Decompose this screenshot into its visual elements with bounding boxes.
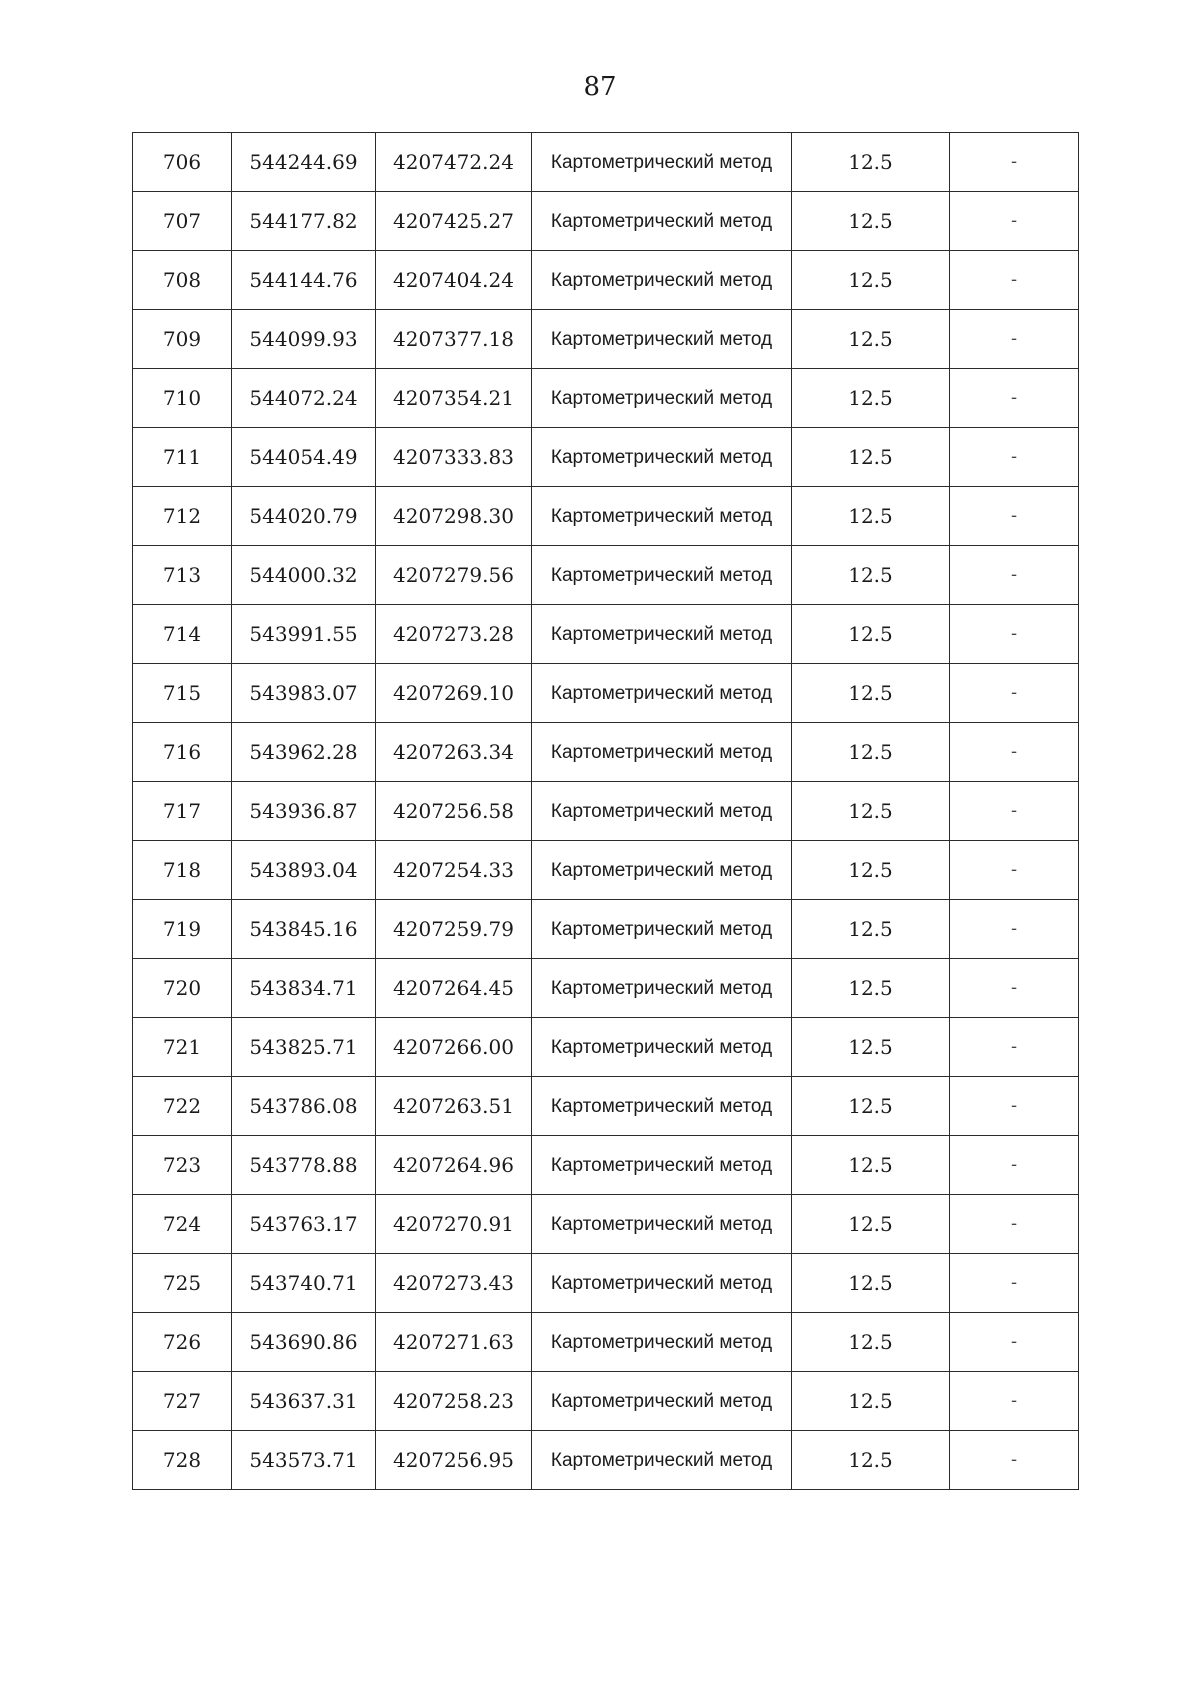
note-cell: - [950, 546, 1079, 605]
table-row [133, 1077, 1079, 1136]
accuracy-cell: 12.5 [792, 192, 950, 251]
accuracy-cell: 12.5 [792, 310, 950, 369]
table-row [133, 664, 1079, 723]
accuracy-cell: 12.5 [792, 1372, 950, 1431]
point-number-cell: 714 [133, 605, 232, 664]
point-number-cell: 711 [133, 428, 232, 487]
method-cell: Картометрический метод [532, 900, 792, 959]
x-coordinate-cell: 543991.55 [232, 605, 376, 664]
y-coordinate-cell: 4207472.24 [376, 133, 532, 192]
y-coordinate-cell: 4207279.56 [376, 546, 532, 605]
x-coordinate-cell: 544144.76 [232, 251, 376, 310]
point-number-cell: 720 [133, 959, 232, 1018]
y-coordinate-cell: 4207256.58 [376, 782, 532, 841]
method-cell: Картометрический метод [532, 1195, 792, 1254]
point-number-cell: 717 [133, 782, 232, 841]
y-coordinate-cell: 4207263.34 [376, 723, 532, 782]
x-coordinate-cell: 544054.49 [232, 428, 376, 487]
x-coordinate-cell: 543936.87 [232, 782, 376, 841]
accuracy-cell: 12.5 [792, 841, 950, 900]
table-row [133, 605, 1079, 664]
point-number-cell: 712 [133, 487, 232, 546]
y-coordinate-cell: 4207425.27 [376, 192, 532, 251]
table-row [133, 1195, 1079, 1254]
note-cell: - [950, 487, 1079, 546]
x-coordinate-cell: 543893.04 [232, 841, 376, 900]
method-cell: Картометрический метод [532, 723, 792, 782]
method-cell: Картометрический метод [532, 251, 792, 310]
accuracy-cell: 12.5 [792, 369, 950, 428]
point-number-cell: 716 [133, 723, 232, 782]
x-coordinate-cell: 543740.71 [232, 1254, 376, 1313]
note-cell: - [950, 1254, 1079, 1313]
table-row [133, 310, 1079, 369]
table-row [133, 1254, 1079, 1313]
point-number-cell: 707 [133, 192, 232, 251]
accuracy-cell: 12.5 [792, 487, 950, 546]
note-cell: - [950, 900, 1079, 959]
x-coordinate-cell: 544244.69 [232, 133, 376, 192]
y-coordinate-cell: 4207270.91 [376, 1195, 532, 1254]
method-cell: Картометрический метод [532, 1136, 792, 1195]
note-cell: - [950, 782, 1079, 841]
x-coordinate-cell: 544000.32 [232, 546, 376, 605]
y-coordinate-cell: 4207264.96 [376, 1136, 532, 1195]
accuracy-cell: 12.5 [792, 133, 950, 192]
y-coordinate-cell: 4207269.10 [376, 664, 532, 723]
accuracy-cell: 12.5 [792, 251, 950, 310]
method-cell: Картометрический метод [532, 487, 792, 546]
method-cell: Картометрический метод [532, 1254, 792, 1313]
accuracy-cell: 12.5 [792, 1136, 950, 1195]
y-coordinate-cell: 4207298.30 [376, 487, 532, 546]
accuracy-cell: 12.5 [792, 723, 950, 782]
table-row [133, 1313, 1079, 1372]
x-coordinate-cell: 544177.82 [232, 192, 376, 251]
table-row [133, 1431, 1079, 1490]
accuracy-cell: 12.5 [792, 1254, 950, 1313]
note-cell: - [950, 959, 1079, 1018]
y-coordinate-cell: 4207333.83 [376, 428, 532, 487]
x-coordinate-cell: 543763.17 [232, 1195, 376, 1254]
method-cell: Картометрический метод [532, 192, 792, 251]
note-cell: - [950, 251, 1079, 310]
x-coordinate-cell: 544072.24 [232, 369, 376, 428]
method-cell: Картометрический метод [532, 1431, 792, 1490]
point-number-cell: 725 [133, 1254, 232, 1313]
point-number-cell: 721 [133, 1018, 232, 1077]
y-coordinate-cell: 4207266.00 [376, 1018, 532, 1077]
point-number-cell: 710 [133, 369, 232, 428]
x-coordinate-cell: 544020.79 [232, 487, 376, 546]
note-cell: - [950, 369, 1079, 428]
accuracy-cell: 12.5 [792, 1077, 950, 1136]
accuracy-cell: 12.5 [792, 1431, 950, 1490]
table-row [133, 1372, 1079, 1431]
y-coordinate-cell: 4207273.43 [376, 1254, 532, 1313]
note-cell: - [950, 1195, 1079, 1254]
accuracy-cell: 12.5 [792, 782, 950, 841]
table-row [133, 192, 1079, 251]
table-row [133, 369, 1079, 428]
point-number-cell: 727 [133, 1372, 232, 1431]
table-row [133, 487, 1079, 546]
table-row [133, 251, 1079, 310]
coordinates-table [132, 132, 1079, 1490]
x-coordinate-cell: 543637.31 [232, 1372, 376, 1431]
note-cell: - [950, 1372, 1079, 1431]
x-coordinate-cell: 543573.71 [232, 1431, 376, 1490]
note-cell: - [950, 428, 1079, 487]
x-coordinate-cell: 543962.28 [232, 723, 376, 782]
method-cell: Картометрический метод [532, 1313, 792, 1372]
note-cell: - [950, 133, 1079, 192]
table-row [133, 428, 1079, 487]
method-cell: Картометрический метод [532, 605, 792, 664]
table-row [133, 546, 1079, 605]
point-number-cell: 728 [133, 1431, 232, 1490]
method-cell: Картометрический метод [532, 1372, 792, 1431]
x-coordinate-cell: 543825.71 [232, 1018, 376, 1077]
accuracy-cell: 12.5 [792, 1018, 950, 1077]
method-cell: Картометрический метод [532, 1077, 792, 1136]
method-cell: Картометрический метод [532, 841, 792, 900]
point-number-cell: 724 [133, 1195, 232, 1254]
method-cell: Картометрический метод [532, 782, 792, 841]
note-cell: - [950, 841, 1079, 900]
x-coordinate-cell: 543834.71 [232, 959, 376, 1018]
note-cell: - [950, 310, 1079, 369]
method-cell: Картометрический метод [532, 310, 792, 369]
table-row [133, 1018, 1079, 1077]
point-number-cell: 709 [133, 310, 232, 369]
x-coordinate-cell: 543845.16 [232, 900, 376, 959]
y-coordinate-cell: 4207254.33 [376, 841, 532, 900]
note-cell: - [950, 664, 1079, 723]
table-row [133, 841, 1079, 900]
y-coordinate-cell: 4207404.24 [376, 251, 532, 310]
coordinates-table-body [133, 133, 1079, 1490]
point-number-cell: 715 [133, 664, 232, 723]
method-cell: Картометрический метод [532, 546, 792, 605]
y-coordinate-cell: 4207258.23 [376, 1372, 532, 1431]
note-cell: - [950, 192, 1079, 251]
x-coordinate-cell: 543690.86 [232, 1313, 376, 1372]
accuracy-cell: 12.5 [792, 605, 950, 664]
point-number-cell: 706 [133, 133, 232, 192]
table-row [133, 959, 1079, 1018]
point-number-cell: 713 [133, 546, 232, 605]
method-cell: Картометрический метод [532, 133, 792, 192]
y-coordinate-cell: 4207256.95 [376, 1431, 532, 1490]
method-cell: Картометрический метод [532, 428, 792, 487]
note-cell: - [950, 1077, 1079, 1136]
note-cell: - [950, 1431, 1079, 1490]
method-cell: Картометрический метод [532, 959, 792, 1018]
accuracy-cell: 12.5 [792, 546, 950, 605]
point-number-cell: 722 [133, 1077, 232, 1136]
x-coordinate-cell: 543778.88 [232, 1136, 376, 1195]
point-number-cell: 718 [133, 841, 232, 900]
y-coordinate-cell: 4207259.79 [376, 900, 532, 959]
point-number-cell: 723 [133, 1136, 232, 1195]
y-coordinate-cell: 4207354.21 [376, 369, 532, 428]
y-coordinate-cell: 4207273.28 [376, 605, 532, 664]
accuracy-cell: 12.5 [792, 1195, 950, 1254]
accuracy-cell: 12.5 [792, 1313, 950, 1372]
page-number: 87 [583, 72, 617, 102]
note-cell: - [950, 1136, 1079, 1195]
accuracy-cell: 12.5 [792, 900, 950, 959]
table-row [133, 782, 1079, 841]
point-number-cell: 708 [133, 251, 232, 310]
x-coordinate-cell: 543786.08 [232, 1077, 376, 1136]
accuracy-cell: 12.5 [792, 428, 950, 487]
accuracy-cell: 12.5 [792, 959, 950, 1018]
note-cell: - [950, 1313, 1079, 1372]
note-cell: - [950, 1018, 1079, 1077]
table-row [133, 900, 1079, 959]
table-row [133, 1136, 1079, 1195]
y-coordinate-cell: 4207263.51 [376, 1077, 532, 1136]
method-cell: Картометрический метод [532, 1018, 792, 1077]
note-cell: - [950, 605, 1079, 664]
x-coordinate-cell: 544099.93 [232, 310, 376, 369]
table-row [133, 723, 1079, 782]
x-coordinate-cell: 543983.07 [232, 664, 376, 723]
y-coordinate-cell: 4207377.18 [376, 310, 532, 369]
point-number-cell: 726 [133, 1313, 232, 1372]
method-cell: Картометрический метод [532, 369, 792, 428]
point-number-cell: 719 [133, 900, 232, 959]
accuracy-cell: 12.5 [792, 664, 950, 723]
note-cell: - [950, 723, 1079, 782]
y-coordinate-cell: 4207271.63 [376, 1313, 532, 1372]
table-row [133, 133, 1079, 192]
method-cell: Картометрический метод [532, 664, 792, 723]
y-coordinate-cell: 4207264.45 [376, 959, 532, 1018]
